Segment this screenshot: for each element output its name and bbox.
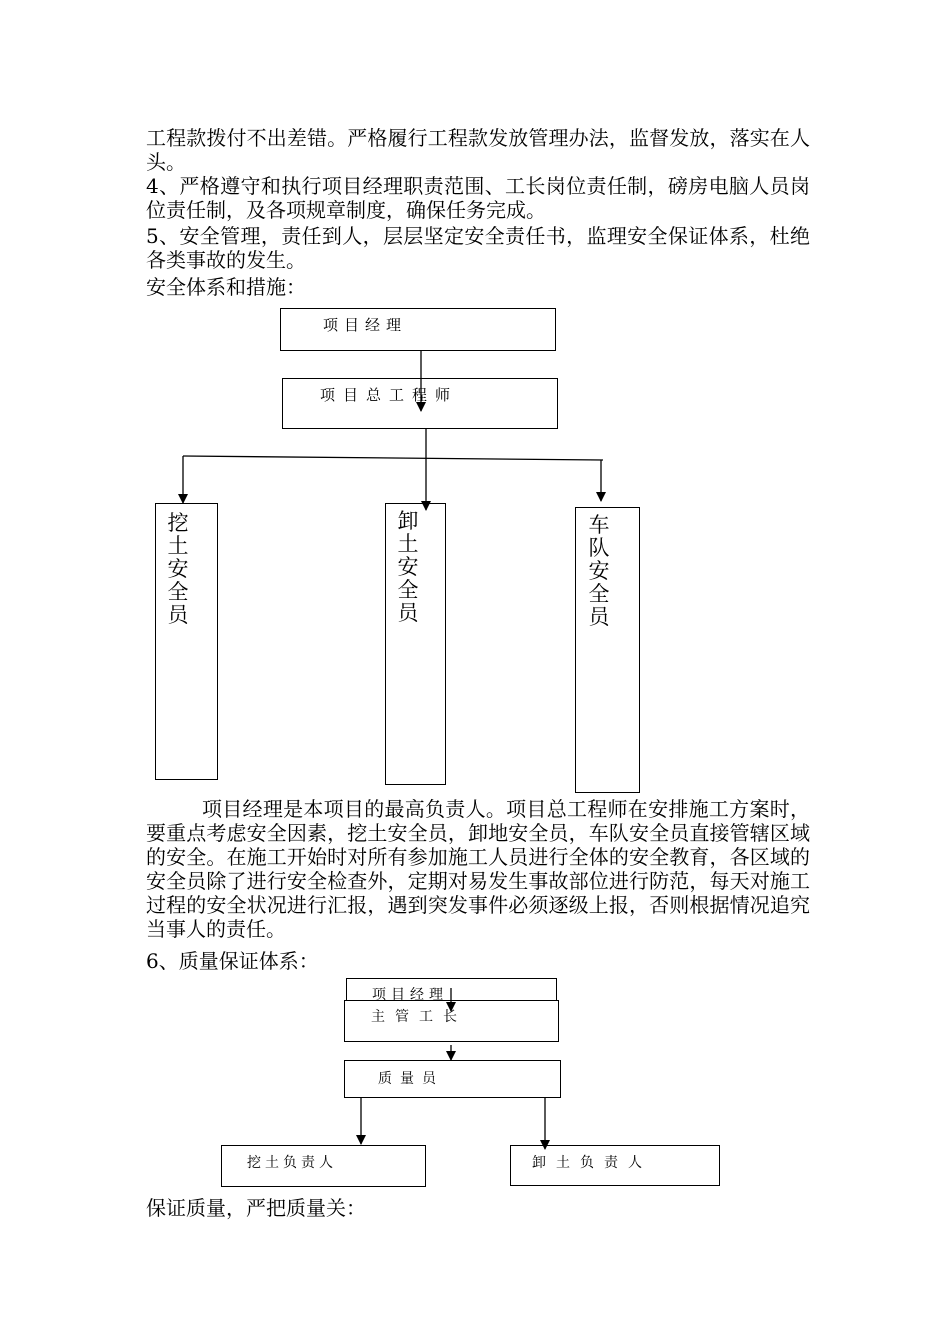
label-excavation-safety-officer: 挖土安全员 [167, 511, 189, 627]
label-unloading-safety-officer: 卸土安全员 [397, 509, 419, 625]
paragraph-safety-description: 项目经理是本项目的最高负责人。项目总工程师在安排施工方案时，要重点考虑安全因素，挖土安全员，卸地安全员，车队安全员直接管辖区域的安全。在施工开始时对所有参加施工人员进行全体的安全教育，各区域的安全员除了进行安全检查外，定期对易发生事故部位进行防范，每天对施工过程的安全状况进行汇报，遇到突发事件必须逐级上报，否则根据情况追究当事人的责任。 [146, 797, 810, 941]
paragraph-funds: 工程款拨付不出差错。严格履行工程款发放管理办法，监督发放，落实在人头。 [146, 126, 810, 174]
label-fleet-safety-officer: 车队安全员 [588, 513, 610, 629]
quality-closing-line: 保证质量，严把质量关： [146, 1196, 366, 1220]
label-project-manager: 项目经理 [323, 316, 408, 334]
item-6-heading: 6、质量保证体系： [146, 949, 319, 973]
label-foreman: 主管工长 [371, 1009, 467, 1025]
box-quality-inspector [344, 1060, 561, 1098]
label-unloading-lead: 卸土负责人 [532, 1155, 652, 1171]
label-quality-inspector: 质量员 [378, 1071, 444, 1087]
label-excavation-lead: 挖土负责人 [247, 1155, 337, 1171]
box-project-manager [280, 308, 556, 351]
paragraph-item-4: 4、严格遵守和执行项目经理职责范围、工长岗位责任制，磅房电脑人员岗位责任制，及各项规章制度，确保任务完成。 [146, 174, 810, 222]
safety-system-heading: 安全体系和措施： [146, 275, 306, 299]
label-quality-project-manager: 项目经理 [372, 987, 448, 1003]
paragraph-item-5: 5、安全管理，责任到人，层层坚定安全责任书，监理安全保证体系，杜绝各类事故的发生。 [146, 224, 810, 272]
label-chief-engineer: 项目总工程师 [320, 386, 459, 404]
line-horizontal-branch [183, 456, 603, 460]
